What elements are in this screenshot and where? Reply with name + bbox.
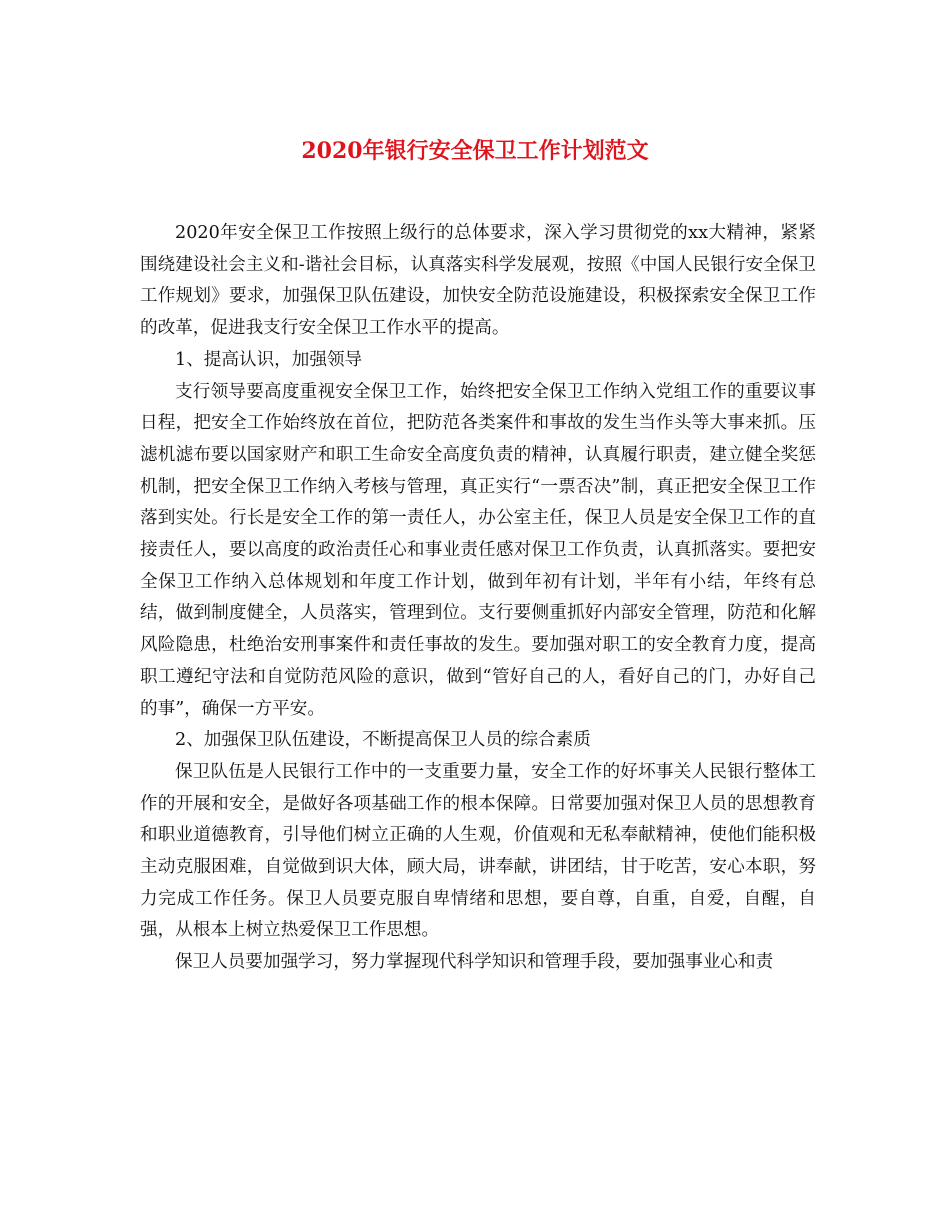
document-title: 2020年银行安全保卫工作计划范文 — [301, 138, 649, 164]
paragraph-section-1: 支行领导要高度重视安全保卫工作，始终把安全保卫工作纳入党组工作的重要议事日程，把安全工作始终放在首位，把防范各类案件和事故的发生当作头等大事来抓。压滤机滤布要以国家财产和职工生命安全高度负责的精神，认真履行职责，建立健全奖惩机制，把安全保卫工作纳入考核与管理，真正实行“一票否决”制，真正把安全保卫工作落到实处。行长是安全工作的第一责任人，办公室主任，保卫人员是安全保卫工作的直接责任人，要以高度的政治责任心和事业责任感对保卫工作负责，认真抓落实。要把安全保卫工作纳入总体规划和年度工作计划，做到年初有计划，半年有小结，年终有总结，做到制度健全，人员落实，管理到位。支行要侧重抓好内部安全管理，防范和化解风险隐患，杜绝治安刑事案件和责任事故的发生。要加强对职工的安全教育力度，提高职工遵纪守法和自觉防范风险的意识，做到“管好自己的人，看好自己的门，办好自己的事”，确保一方平安。 — [140, 381, 816, 719]
section-heading-1: 1、提高认识，加强领导 — [175, 349, 363, 370]
document-body — [140, 218, 816, 979]
paragraph-intro: 2020年安全保卫工作按照上级行的总体要求，深入学习贯彻党的xx大精神，紧紧围绕建设社会主义和-谐社会目标，认真落实科学发展观，按照《中国人民银行安全保卫工作规划》要求，加强保卫队伍建设，加快安全防范设施建设，积极探索安全保卫工作的改革，促进我支行安全保卫工作水平的提高。 — [140, 223, 816, 339]
paragraph-section-2-continued: 保卫人员要加强学习，努力掌握现代科学知识和管理手段，要加强事业心和责 — [175, 952, 774, 973]
paragraph-section-2: 保卫队伍是人民银行工作中的一支重要力量，安全工作的好坏事关人民银行整体工作的开展和安全，是做好各项基础工作的根本保障。日常要加强对保卫人员的思想教育和职业道德教育，引导他们树立正确的人生观，价值观和无私奉献精神，使他们能积极主动克服困难，自觉做到识大体，顾大局，讲奉献，讲团结，甘于吃苦，安心本职，努力完成工作任务。保卫人员要克服自卑情绪和思想，要自尊，自重，自爱，自醒，自强，从根本上树立热爱保卫工作思想。 — [140, 761, 816, 941]
section-heading-2: 2、加强保卫队伍建设，不断提高保卫人员的综合素质 — [175, 730, 591, 751]
